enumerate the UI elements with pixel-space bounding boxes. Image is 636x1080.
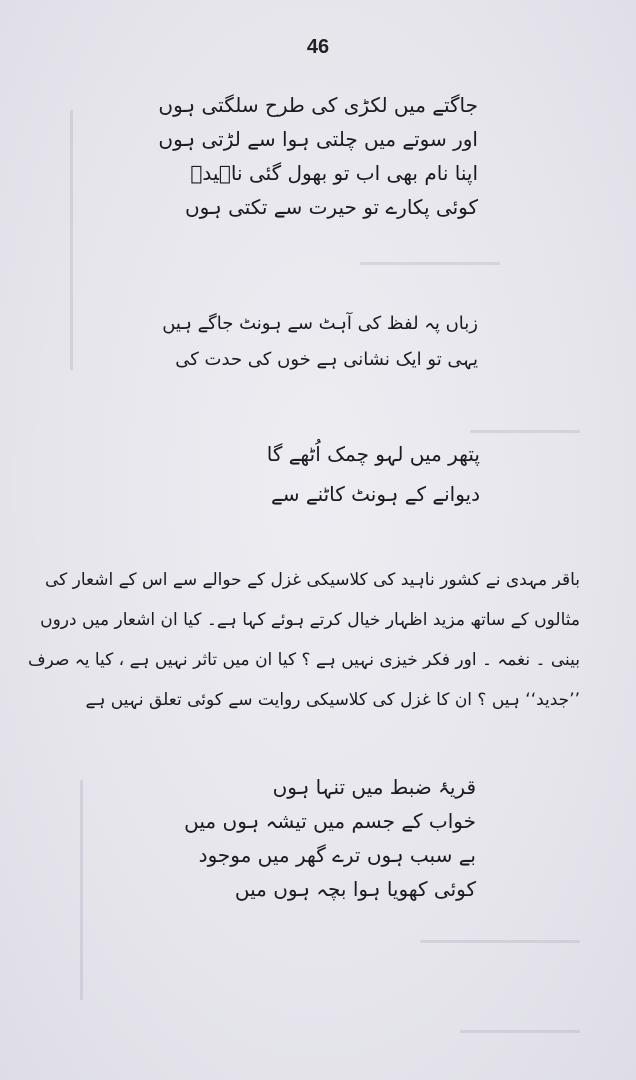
- bleed-through-mark: [470, 430, 580, 433]
- prose-paragraph: [27, 560, 580, 720]
- page-number: 46: [306, 36, 330, 58]
- verse-line: جاگتے میں لکڑی کی طرح سلگتی ہوں: [158, 93, 478, 117]
- prose-line: باقر مہدی نے کشور ناہید کی کلاسیکی غزل کے حوالے سے اس کے اشعار کی: [44, 570, 580, 590]
- bleed-through-mark: [460, 1030, 580, 1033]
- prose-line: مثالوں کے ساتھ مزید اظہار خیال کرتے ہوئے کہا ہے۔ کیا ان اشعار میں دروں: [40, 610, 580, 630]
- verse-line: اور سوتے میں چلتی ہوا سے لڑتی ہوں: [158, 127, 478, 151]
- poem-stanza-1: [158, 88, 478, 224]
- verse-line: قریۂ ضبط میں تنہا ہوں: [272, 775, 476, 799]
- poem-stanza-2: [162, 306, 478, 378]
- prose-line: ’’جدید‘‘ ہیں ؟ ان کا غزل کی کلاسیکی روایت سے کوئی تعلق نہیں ہے: [85, 690, 580, 710]
- bleed-through-mark: [70, 110, 73, 370]
- poem-stanza-3: [267, 434, 480, 514]
- verse-line: بے سبب ہوں ترے گھر میں موجود: [198, 843, 476, 867]
- verse-line: خواب کے جسم میں تیشہ ہوں میں: [184, 809, 476, 833]
- verse-line: اپنا نام بھی اب تو بھول گئی ناہیدؔ: [190, 161, 478, 185]
- verse-line: کوئی پکارے تو حیرت سے تکتی ہوں: [184, 195, 478, 219]
- poem-stanza-4: [184, 770, 476, 906]
- verse-line: پتھر میں لہو چمک اُٹھے گا: [266, 442, 480, 466]
- bleed-through-mark: [420, 940, 580, 943]
- verse-line: کوئی کھویا ہوا بچہ ہوں میں: [234, 877, 476, 901]
- verse-line: زباں پہ لفظ کی آہٹ سے ہونٹ جاگے ہیں: [162, 313, 478, 334]
- verse-line: یہی تو ایک نشانی ہے خوں کی حدت کی: [175, 349, 478, 370]
- bleed-through-mark: [360, 262, 500, 265]
- verse-line: دیوانے کے ہونٹ کاٹنے سے: [271, 482, 480, 506]
- bleed-through-mark: [80, 780, 83, 1000]
- prose-line: بینی ۔ نغمہ ۔ اور فکر خیزی نہیں ہے ؟ کیا ان میں تاثر نہیں ہے ، کیا یہ صرف: [27, 650, 580, 670]
